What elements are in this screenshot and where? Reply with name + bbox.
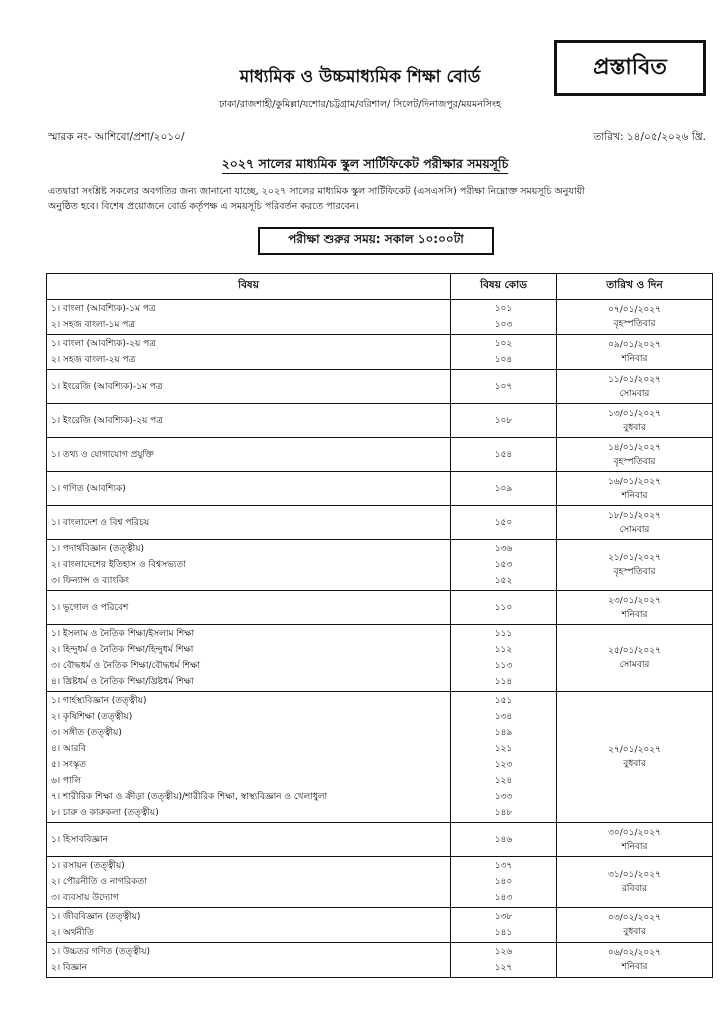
subject-name: ১। রসায়ন (তত্ত্বীয়) [51,861,125,871]
table-row [47,404,713,438]
subject-name: ৫। সংস্কৃত [51,760,86,770]
exam-date: ১৩/০১/২০২৭ [608,408,661,419]
subject-cell [47,438,451,472]
subject-code: ১০৯ [494,483,513,494]
exam-date: ২৫/০১/২০২৭ [608,646,661,656]
subject-name: ৪। আরবি [51,744,86,754]
exam-date: ২৭/০১/২০২৭ [608,745,661,755]
subject-name: ২। পৌরনীতি ও নাগরিকতা [51,877,147,887]
exam-day: সোমবার [619,524,650,535]
subject-cell [47,943,451,978]
date-cell [557,404,713,438]
subject-name: ৩। ব্যবসায় উদ্যোগ [51,893,119,903]
proposed-stamp: প্রস্তাবিত [554,40,706,96]
code-cell [451,943,557,978]
intro-paragraph [48,184,708,214]
code-cell [451,857,557,908]
header-date-day: তারিখ ও দিন [557,274,713,300]
subject-code: ১০৮ [494,415,513,426]
table-row [47,300,713,335]
subject-code: ১১৩ [494,661,513,671]
exam-date: ১১/০১/২০২৭ [608,374,661,385]
exam-day: শনিবার [621,609,648,620]
subject-code: ১২১ [494,744,513,754]
code-cell [451,823,557,857]
date-cell [557,625,713,692]
table-header-row [47,274,713,300]
code-cell [451,506,557,540]
subject-code: ১২৭ [494,963,513,973]
exam-day: বুধবার [623,759,646,769]
subject-cell [47,472,451,506]
subject-name: ২। কৃষিশিক্ষা (তত্ত্বীয়) [51,712,133,722]
subject-code: ১২৪ [494,776,513,786]
exam-date: ৩১/০১/২০২৭ [608,870,661,880]
subject-cell [47,540,451,591]
subject-name: ১। ইসলাম ও নৈতিক শিক্ষা/ইসলাম শিক্ষা [51,629,195,639]
exam-routine-table [46,273,713,978]
notice-date: তারিখ: ১৪/০৫/২০২৬ খ্রি. [593,131,706,143]
exam-day: বৃহস্পতিবার [613,319,656,329]
code-cell [451,300,557,335]
date-cell [557,370,713,404]
exam-day: শনিবার [621,354,648,364]
subject-code: ১০৪ [494,355,513,365]
table-row [47,591,713,625]
code-cell [451,370,557,404]
subject-name: ৩। ফিন্যান্স ও ব্যাংকিং [51,576,129,586]
subject-code: ১০১ [494,304,513,314]
exam-day: সোমবার [619,388,650,399]
exam-start-time: পরীক্ষা শুরুর সময়: সকাল ১০:০০টা [258,227,494,255]
subject-cell [47,625,451,692]
subject-code: ১৫১ [494,696,513,706]
table-row [47,625,713,692]
subject-name: ১। ভূগোল ও পরিবেশ [51,602,129,613]
subject-name: ১। উচ্চতর গণিত (তত্ত্বীয়) [51,947,151,957]
header-subject-code: বিষয় কোড [451,274,557,300]
board-title: মাধ্যমিক ও উচ্চমাধ্যমিক শিক্ষা বোর্ড [239,67,481,87]
table-row [47,857,713,908]
date-cell [557,472,713,506]
date-cell [557,438,713,472]
subject-code: ১৩৭ [494,861,513,871]
table-row [47,943,713,978]
subject-cell [47,857,451,908]
title-underline [222,173,508,174]
subject-code: ১৩৩ [494,792,513,802]
subject-code: ১২৩ [494,760,513,770]
date-cell [557,823,713,857]
intro-line: এতদ্বারা সংশ্লিষ্ট সকলের অবগতির জন্য জানানো যাচ্ছে, ২০২৭ সালের মাধ্যমিক স্কুল সার্টিফিকেট (এসএসসি) পরীক্ষা নিম্নোক্ত সময়সূচি অনুযায়ী [48,186,585,197]
subject-code: ১৫২ [494,576,513,586]
subject-cell [47,300,451,335]
subject-code: ১৫০ [494,517,513,528]
code-cell [451,335,557,370]
subject-code: ১২৬ [494,947,513,957]
subject-code: ১০২ [494,339,513,349]
subject-name: ১। বাংলাদেশ ও বিশ্ব পরিচয় [51,517,150,528]
exam-date: ১৮/০১/২০২৭ [608,510,661,521]
date-cell [557,540,713,591]
code-cell [451,692,557,823]
subject-name: ১। তথ্য ও যোগাযোগ প্রযুক্তি [51,449,154,460]
exam-date: ১৬/০১/২০২৭ [608,476,661,487]
exam-day: রবিবার [621,884,648,894]
subject-name: ২। অর্থনীতি [51,928,94,938]
header-subject: বিষয় [47,274,451,300]
exam-day: বৃহস্পতিবার [613,456,656,467]
code-cell [451,625,557,692]
exam-day: বুধবার [623,422,646,433]
date-cell [557,335,713,370]
subject-name: ২। হিন্দুধর্ম ও নৈতিক শিক্ষা/হিন্দুধর্ম শিক্ষা [51,645,194,655]
exam-day: শনিবার [621,841,648,852]
subject-cell [47,506,451,540]
exam-date: ০৯/০১/২০২৭ [608,340,661,350]
subject-code: ১৪৬ [494,834,513,845]
subject-name: ৩। সঙ্গীত (তত্ত্বীয়) [51,728,122,738]
subject-name: ১। পদার্থবিজ্ঞান (তত্ত্বীয়) [51,544,145,554]
date-cell [557,943,713,978]
subject-name: ৬। পালি [51,776,81,786]
subject-name: ২। বাংলাদেশের ইতিহাস ও বিশ্বসভ্যতা [51,560,186,570]
subject-name: ৮। চারু ও কারুকলা (তত্ত্বীয়) [51,808,159,818]
date-cell [557,908,713,943]
subject-name: ২। সহজ বাংলা-২য় পত্র [51,355,136,365]
memo-number: স্মারক নং- আশিবো/প্রশা/২০১০/ [48,131,185,143]
subject-cell [47,591,451,625]
subject-cell [47,823,451,857]
intro-line: অনুষ্ঠিত হবে। বিশেষ প্রয়োজনে বোর্ড কর্তৃপক্ষ এ সময়সূচি পরিবর্তন করতে পারবেন। [48,201,359,212]
exam-date: ০৭/০১/২০২৭ [608,305,661,315]
subject-name: ১। বাংলা (আবশ্যিক)-১ম পত্র [51,304,156,314]
subject-name: ১। গার্হস্থ্যবিজ্ঞান (তত্ত্বীয়) [51,696,147,706]
code-cell [451,540,557,591]
subject-code: ১৪৯ [494,728,513,738]
code-cell [451,404,557,438]
subject-code: ১৫৩ [494,560,513,570]
subject-name: ৪। খ্রিষ্টধর্ম ও নৈতিক শিক্ষা/খ্রিষ্টধর্ম শিক্ষা [51,677,194,687]
table-row [47,908,713,943]
table-row [47,540,713,591]
subject-code: ১০৩ [494,320,513,330]
subject-name: ২। বিজ্ঞান [51,963,88,973]
exam-day: বুধবার [623,927,646,937]
date-cell [557,300,713,335]
table-row [47,506,713,540]
exam-date: ৩০/০১/২০২৭ [608,827,661,838]
exam-title: ২০২৭ সালের মাধ্যমিক স্কুল সার্টিফিকেট পরীক্ষার সময়সূচি [221,156,509,171]
subject-name: ১। গণিত (আবশ্যিক) [51,483,126,494]
routine-body [47,300,713,978]
subject-code: ১১৪ [494,677,513,687]
subject-code: ১৩৪ [494,712,513,722]
exam-date: ১৪/০১/২০২৭ [608,442,661,453]
exam-date: ০৬/০২/২০২৭ [608,948,661,958]
code-cell [451,591,557,625]
exam-day: শনিবার [621,962,648,972]
subject-cell [47,370,451,404]
subject-cell [47,335,451,370]
table-row [47,370,713,404]
code-cell [451,908,557,943]
table-row [47,823,713,857]
subject-cell [47,692,451,823]
subject-name: ৩। বৌদ্ধধর্ম ও নৈতিক শিক্ষা/বৌদ্ধধর্ম শিক্ষা [51,661,201,671]
exam-date: ২১/০১/২০২৭ [608,553,661,563]
subject-name: ১। ইংরেজি (আবশ্যিক)-১ম পত্র [51,381,163,392]
table-row [47,335,713,370]
date-cell [557,506,713,540]
subject-code: ১৫৪ [494,449,513,460]
exam-date: ২৩/০১/২০২৭ [608,595,661,606]
subject-code: ১১২ [494,645,513,655]
table-row [47,472,713,506]
subject-cell [47,404,451,438]
subject-code: ১১০ [494,602,513,613]
date-cell [557,591,713,625]
subject-code: ১৩৮ [494,912,513,922]
subject-name: ১। ইংরেজি (আবশ্যিক)-২য় পত্র [51,415,163,426]
subject-name: ১। হিসাববিজ্ঞান [51,834,108,845]
subject-code: ১৪১ [494,928,513,938]
subject-code: ১৩৬ [494,544,513,554]
subject-code: ১৪৩ [494,893,513,903]
subject-name: ১। বাংলা (আবশ্যিক)-২য় পত্র [51,339,156,349]
code-cell [451,472,557,506]
exam-day: শনিবার [621,490,648,501]
date-cell [557,857,713,908]
subject-name: ১। জীববিজ্ঞান (তত্ত্বীয়) [51,912,141,922]
subject-code: ১১১ [494,629,513,639]
subject-name: ২। সহজ বাংলা-১ম পত্র [51,320,135,330]
exam-date: ০৩/০২/২০২৭ [608,913,661,923]
table-row [47,438,713,472]
subject-code: ১০৭ [494,381,513,392]
date-cell [557,692,713,823]
table-row [47,692,713,823]
exam-day: বৃহস্পতিবার [613,567,656,577]
exam-day: সোমবার [619,660,650,670]
subject-cell [47,908,451,943]
subject-name: ৭। শারীরিক শিক্ষা ও ক্রীড়া (তত্ত্বীয়)/শারীরিক শিক্ষা, স্বাস্থ্যবিজ্ঞান ও খেলাধুলা [51,792,328,802]
subject-code: ১৪৮ [494,808,513,818]
subject-code: ১৪০ [494,877,513,887]
board-cities: ঢাকা/রাজশাহী/কুমিল্লা/যশোর/চট্টগ্রাম/বরিশাল/ সিলেট/দিনাজপুর/ময়মনসিংহ [219,99,501,110]
code-cell [451,438,557,472]
